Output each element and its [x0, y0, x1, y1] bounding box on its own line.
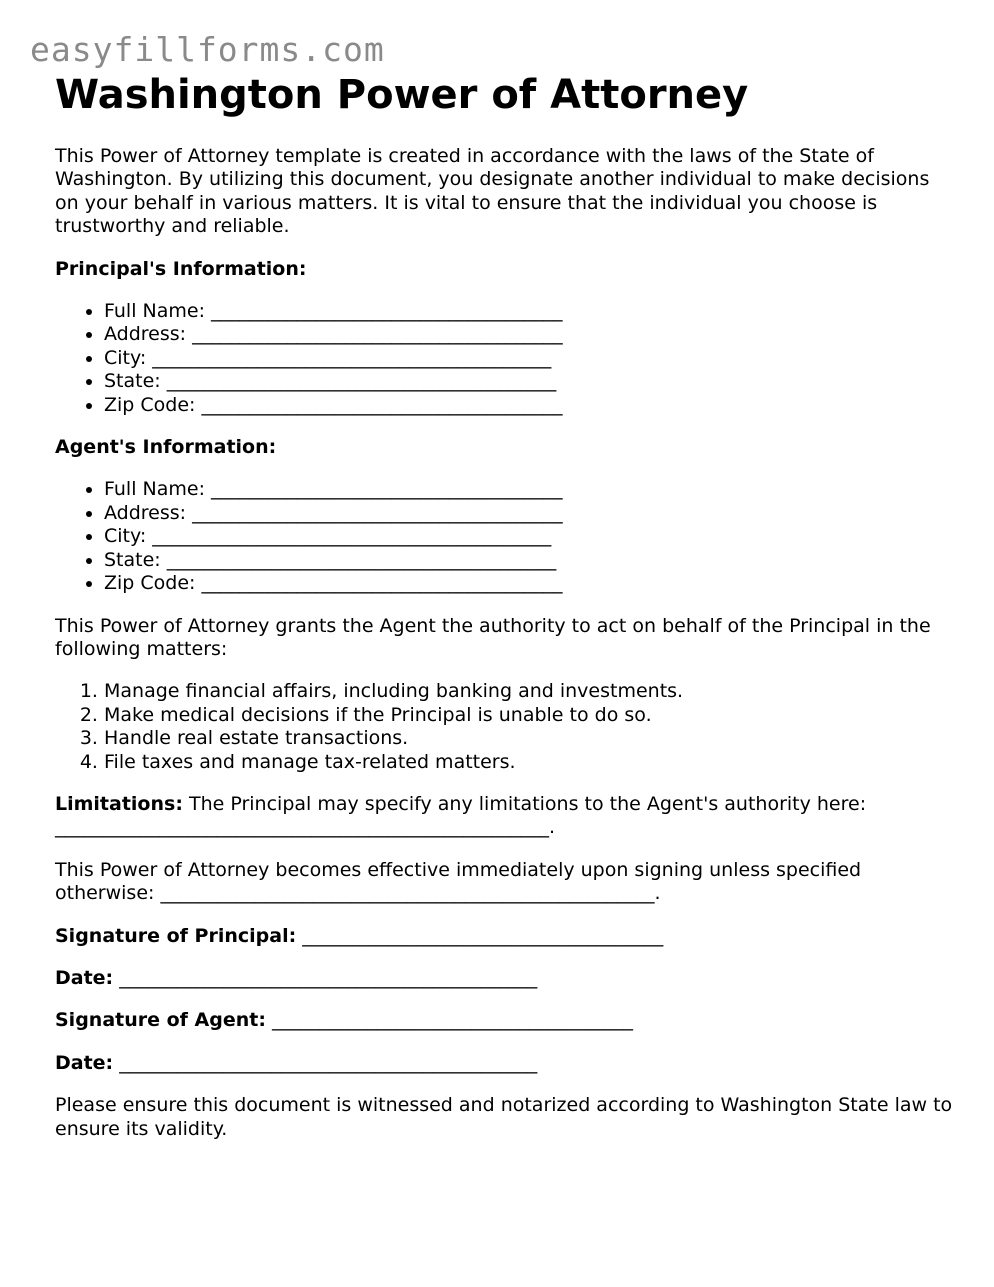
matter-item: 1. Manage financial affairs, including banking and investments. — [104, 680, 955, 703]
document-page — [55, 70, 955, 1141]
closing-paragraph: Please ensure this document is witnessed and notarized according to Washington State law to ensure its validity. — [55, 1094, 953, 1140]
principal-address-field: • Address: _______________________________________ — [104, 323, 955, 346]
watermark-logo: easyfillforms.com — [30, 30, 385, 69]
principal-heading: Principal's Information: — [55, 257, 307, 280]
principal-state-field: • State: _________________________________________ — [104, 370, 955, 393]
principal-city-field: • City: __________________________________________ — [104, 347, 955, 370]
limitations-label: Limitations: — [55, 792, 183, 815]
principal-date-label: Date: — [55, 966, 114, 989]
effective-text: This Power of Attorney becomes effective immediately upon signing unless specified — [55, 858, 862, 881]
agent-city-field: • City: __________________________________________ — [104, 525, 955, 548]
agent-address-field: • Address: _______________________________________ — [104, 502, 955, 525]
grants-paragraph: This Power of Attorney grants the Agent the authority to act on behalf of the Principal in the following matters: — [55, 614, 931, 660]
agent-signature-label: Signature of Agent: — [55, 1009, 266, 1032]
principal-date-line: ____________________________________________ — [113, 966, 538, 989]
agent-signature-line: ______________________________________ — [265, 1009, 634, 1032]
agent-date-label: Date: — [55, 1051, 114, 1074]
effective-paragraph — [55, 859, 955, 906]
intro-paragraph: This Power of Attorney template is created in accordance with the laws of the State of Washington. By utilizing this document, you designate another individual to make decisions on your behalf in various matters. It is vital to ensure that the individual you choose is trustworthy and reliable. — [55, 145, 930, 238]
matters-list — [55, 680, 955, 774]
effective-line: otherwise: ____________________________________________________. — [55, 882, 661, 905]
limitations-line: ____________________________________________________. — [55, 816, 556, 839]
principal-fields-list — [55, 300, 955, 417]
agent-state-field: • State: _________________________________________ — [104, 549, 955, 572]
limitations-text: The Principal may specify any limitations to the Agent's authority here: — [182, 792, 867, 815]
principal-signature-label: Signature of Principal: — [55, 924, 297, 947]
agent-signature-row — [55, 1009, 955, 1032]
document-title: Washington Power of Attorney — [55, 72, 749, 118]
agent-date-row — [55, 1052, 955, 1075]
matter-item: 2. Make medical decisions if the Principal is unable to do so. — [104, 704, 955, 727]
matter-item: 4. File taxes and manage tax-related matters. — [104, 751, 955, 774]
agent-date-line: ____________________________________________ — [113, 1051, 538, 1074]
agent-zip-field: • Zip Code: ______________________________________ — [104, 572, 955, 595]
principal-date-row — [55, 967, 955, 990]
agent-heading: Agent's Information: — [55, 436, 277, 459]
limitations-paragraph — [55, 793, 955, 840]
matter-item: 3. Handle real estate transactions. — [104, 727, 955, 750]
agent-fields-list — [55, 478, 955, 595]
principal-signature-row — [55, 925, 955, 948]
principal-signature-line: ______________________________________ — [296, 924, 664, 947]
principal-full-name-field: • Full Name: _____________________________________ — [104, 300, 955, 323]
principal-zip-field: • Zip Code: ______________________________________ — [104, 394, 955, 417]
agent-full-name-field: • Full Name: _____________________________________ — [104, 478, 955, 501]
